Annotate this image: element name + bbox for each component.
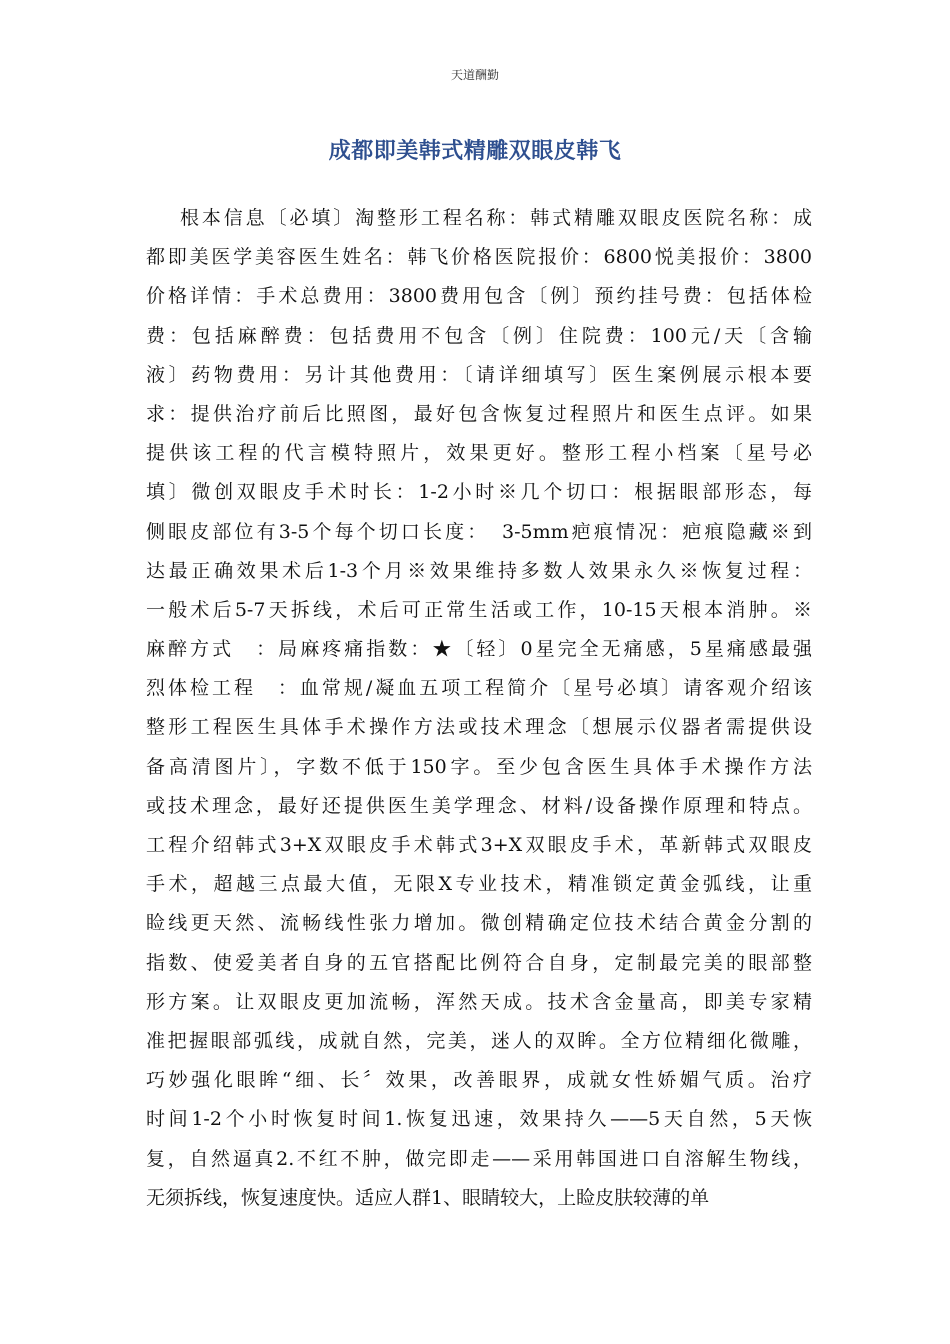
document-title: 成都即美韩式精雕双眼皮韩飞	[328, 139, 622, 164]
body-line: 时间1-2个小时恢复时间1.恢复迅速，效果持久——5天自然，5天恢	[146, 1108, 812, 1131]
document-body	[146, 199, 812, 1218]
body-line: 指数、使爱美者自身的五官搭配比例符合自身，定制最完美的眼部整	[146, 951, 812, 974]
body-line: 求：提供治疗前后比照图，最好包含恢复过程照片和医生点评。如果	[146, 402, 812, 425]
body-line: 烈体检工程 ：血常规/凝血五项工程简介〔星号必填〕请客观介绍该	[146, 677, 812, 700]
body-line: 价格详情：手术总费用：3800费用包含〔例〕预约挂号费：包括体检	[146, 285, 812, 308]
body-line: 麻醉方式 ：局麻疼痛指数：★〔轻〕0星完全无痛感，5星痛感最强	[146, 638, 812, 661]
body-line: 形方案。让双眼皮更加流畅，浑然天成。技术含金量高，即美专家精	[146, 990, 812, 1013]
body-line: 工程介绍韩式3+X双眼皮手术韩式3+X双眼皮手术，革新韩式双眼皮	[146, 834, 812, 856]
body-line: 备高清图片〕，字数不低于150字。至少包含医生具体手术操作方法	[146, 755, 812, 778]
body-line: 整形工程医生具体手术操作方法或技术理念〔想展示仪器者需提供设	[146, 716, 812, 739]
body-line: 都即美医学美容医生姓名：韩飞价格医院报价：6800悦美报价：3800	[146, 246, 812, 269]
page-header: 天道酬勤	[450, 68, 499, 82]
body-line: 睑线更天然、流畅线性张力增加。微创精确定位技术结合黄金分割的	[146, 912, 812, 935]
body-line: 准把握眼部弧线，成就自然，完美，迷人的双眸。全方位精细化微雕，	[146, 1029, 812, 1052]
body-line: 提供该工程的代言模特照片，效果更好。整形工程小档案〔星号必	[146, 442, 812, 465]
body-line: 液〕药物费用：另计其他费用：〔请详细填写〕医生案例展示根本要	[146, 363, 812, 386]
body-line: 填〕微创双眼皮手术时长：1-2小时※几个切口：根据眼部形态，每	[146, 481, 812, 504]
body-line: 无须拆线，恢复速度快。适应人群1、眼睛较大，上睑皮肤较薄的单	[146, 1186, 710, 1209]
body-line: 侧眼皮部位有3-5个每个切口长度： 3-5mm疤痕情况：疤痕隐藏※到	[146, 520, 812, 543]
body-line: 费：包括麻醉费：包括费用不包含〔例〕住院费：100元/天〔含输	[146, 324, 812, 347]
body-line: 复，自然逼真2.不红不肿，做完即走——采用韩国进口自溶解生物线，	[146, 1147, 812, 1170]
body-line: 巧妙强化眼眸“细、长〞效果，改善眼界，成就女性娇媚气质。治疗	[146, 1069, 812, 1092]
body-line: 一般术后5-7天拆线，术后可正常生活或工作，10-15天根本消肿。※	[146, 598, 812, 621]
body-line: 手术，超越三点最大值，无限X专业技术，精准锁定黄金弧线，让重	[146, 873, 812, 896]
body-line: 达最正确效果术后1-3个月※效果维持多数人效果永久※恢复过程：	[146, 559, 812, 582]
body-line: 根本信息〔必填〕淘整形工程名称：韩式精雕双眼皮医院名称：成	[180, 207, 812, 229]
body-line: 或技术理念，最好还提供医生美学理念、材料/设备操作原理和特点。	[146, 794, 812, 817]
